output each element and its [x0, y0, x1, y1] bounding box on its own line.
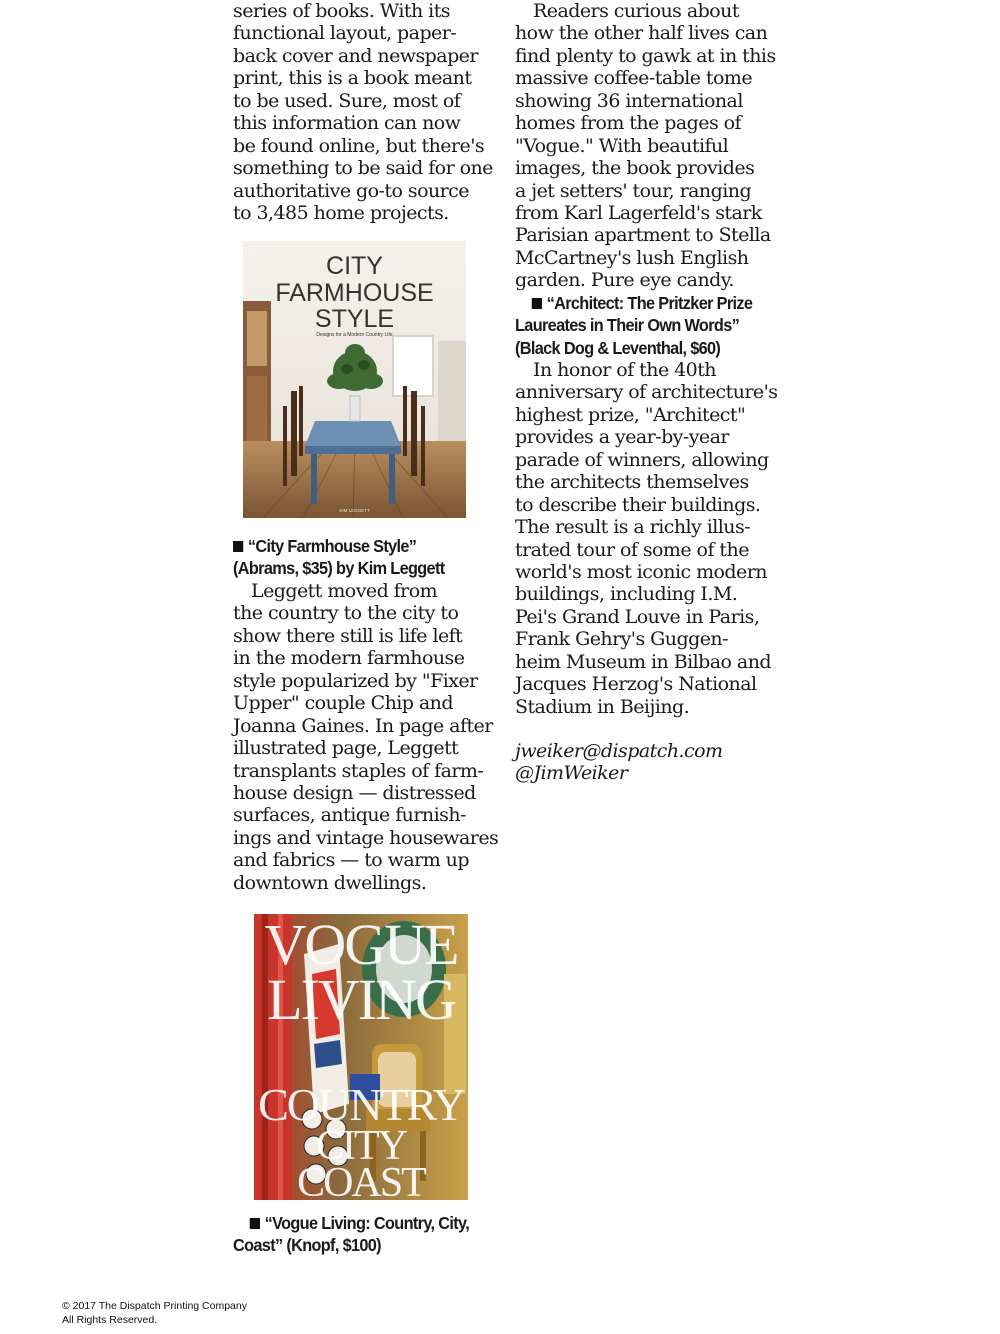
author-email: jweiker@dispatch.com	[515, 740, 723, 762]
vogue-living-cover-image	[254, 914, 468, 1200]
body-line: showing 36 international	[515, 89, 743, 112]
heading-line: “City Farmhouse Style”	[247, 536, 417, 556]
heading-line: “Architect: The Pritzker Prize	[546, 293, 753, 313]
body-line: functional layout, paper-	[233, 22, 457, 45]
square-bullet-icon	[532, 298, 542, 309]
body-line: provides a year-by-year	[515, 426, 729, 449]
body-line: buildings, including I.M.	[515, 583, 738, 606]
vogue-living-heading	[233, 1212, 477, 1257]
copyright-line: © 2017 The Dispatch Printing Company	[62, 1300, 247, 1312]
cover-title-line: VOGUE	[264, 914, 458, 977]
body-line: parade of winners, allowing	[515, 448, 769, 471]
body-line: to 3,485 home projects.	[233, 201, 449, 224]
body-line: in the modern farmhouse	[233, 647, 465, 670]
body-line: authoritative go-to source	[233, 179, 469, 202]
body-line: Frank Gehry's Guggen-	[515, 628, 728, 651]
body-line: Pei's Grand Louve in Paris,	[515, 605, 760, 628]
body-line: from Karl Lagerfeld's stark	[515, 201, 762, 224]
body-line: homes from the pages of	[515, 112, 742, 135]
body-line: Joanna Gaines. In page after	[233, 714, 493, 737]
city-farmhouse-cover-image	[243, 241, 466, 518]
heading-line: “Vogue Living: Country, City,	[264, 1213, 470, 1233]
cover-title-line: CITY	[326, 252, 383, 280]
architect-heading	[515, 292, 761, 359]
heading-line: (Black Dog & Leventhal, $60)	[515, 337, 721, 358]
cover-subtitle: Designs for a Modern Country Life	[316, 332, 393, 338]
body-line: house design — distressed	[233, 781, 476, 804]
body-line: world's most iconic modern	[515, 560, 767, 583]
body-line: massive coffee-table tome	[515, 67, 753, 90]
cover-title-line: LIVING	[267, 967, 455, 1032]
author-contact	[515, 740, 780, 785]
body-line: The result is a richly illus-	[515, 516, 751, 539]
heading-line: (Abrams, $35) by Kim Leggett	[233, 558, 445, 579]
cover-title-line: STYLE	[314, 305, 395, 333]
body-line: "Vogue." With beautiful	[515, 134, 729, 157]
body-line: this information can now	[233, 112, 461, 135]
farmhouse-heading	[233, 535, 477, 580]
body-line: illustrated page, Leggett	[233, 737, 459, 760]
body-line: heim Museum in Bilbao and	[515, 650, 772, 673]
copyright-line: All Rights Reserved.	[62, 1313, 158, 1326]
body-line: trated tour of some of the	[515, 538, 749, 561]
cover-title-line: COAST	[297, 1160, 425, 1200]
cover-title-line: CITY	[316, 1123, 406, 1169]
body-line: Leggett moved from	[251, 580, 438, 602]
body-line: downtown dwellings.	[233, 871, 427, 894]
body-line: transplants staples of farm-	[233, 759, 484, 782]
body-line: the architects themselves	[515, 471, 749, 494]
body-line: be found online, but there's	[233, 134, 485, 157]
body-line: Stadium in Beijing.	[515, 695, 690, 718]
farmhouse-body	[233, 580, 499, 894]
cover-title-line: COUNTRY	[258, 1079, 464, 1130]
body-line: anniversary of architecture's	[515, 381, 778, 404]
body-line: to describe their buildings.	[515, 493, 761, 516]
copyright-notice	[62, 1300, 247, 1327]
body-line: garden. Pure eye candy.	[515, 269, 734, 292]
body-line: Jacques Herzog's National	[515, 673, 757, 696]
left-column-intro	[233, 0, 495, 224]
body-line: series of books. With its	[233, 0, 450, 22]
cover-title-line: FARMHOUSE	[275, 279, 434, 307]
body-line: McCartney's lush English	[515, 246, 749, 269]
body-line: the country to the city to	[233, 602, 459, 625]
body-line: show there still is life left	[233, 624, 463, 647]
heading-line: Coast” (Knopf, $100)	[233, 1235, 381, 1256]
body-line: to be used. Sure, most of	[233, 89, 461, 112]
body-line: Upper" couple Chip and	[233, 692, 453, 715]
body-line: back cover and newspaper	[233, 44, 478, 67]
body-line: Parisian apartment to Stella	[515, 224, 771, 247]
body-line: style popularized by "Fixer	[233, 669, 478, 692]
body-line: something to be said for one	[233, 157, 493, 180]
body-line: print, this is a book meant	[233, 67, 472, 90]
body-line: ings and vintage housewares	[233, 826, 499, 849]
heading-line: Laureates in Their Own Words”	[515, 315, 740, 336]
square-bullet-icon	[233, 541, 243, 552]
body-line: Readers curious about	[533, 0, 739, 22]
body-line: surfaces, antique furnish-	[233, 804, 466, 827]
body-line: images, the book provides	[515, 157, 755, 180]
body-line: highest prize, "Architect"	[515, 403, 746, 426]
author-twitter: @JimWeiker	[515, 762, 628, 785]
architect-body	[515, 359, 780, 718]
body-line: how the other half lives can	[515, 22, 768, 45]
body-line: In honor of the 40th	[533, 359, 716, 381]
vogue-living-body	[515, 0, 780, 292]
body-line: a jet setters' tour, ranging	[515, 179, 752, 202]
square-bullet-icon	[250, 1218, 260, 1229]
body-line: and fabrics — to warm up	[233, 849, 469, 872]
cover-author: KIM LEGGETT	[339, 508, 370, 513]
body-line: find plenty to gawk at in this	[515, 44, 776, 67]
